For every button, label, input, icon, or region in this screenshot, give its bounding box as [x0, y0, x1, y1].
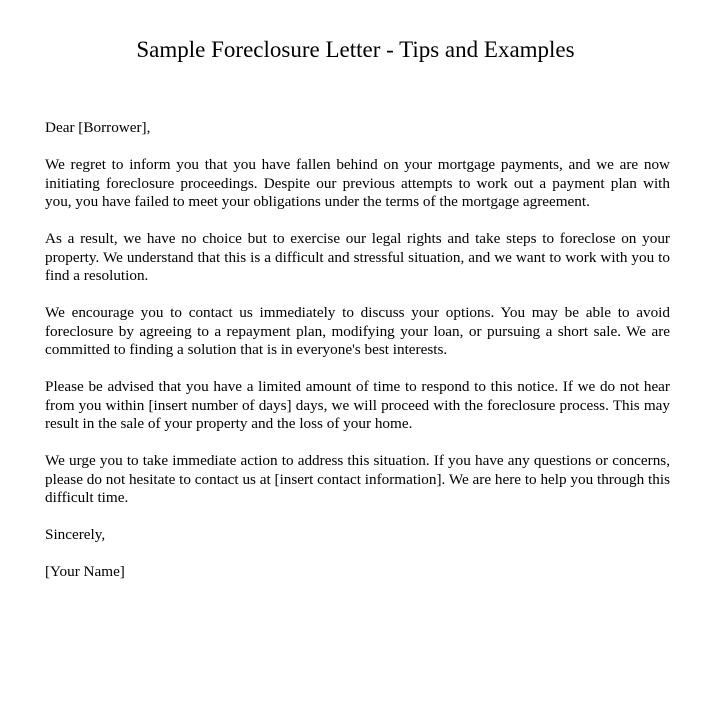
closing: Sincerely, [45, 526, 106, 543]
signature: [Your Name] [45, 563, 125, 580]
paragraph-5: We urge you to take immediate action to address this situation. If you have any questions or concerns, please do not hesitate to contact us at [insert contact information]. We are here to help you through this difficult time. [45, 452, 670, 506]
paragraph-1: We regret to inform you that you have fallen behind on your mortgage payments, and we are now initiating foreclosure proceedings. Despite our previous attempts to work out a payment plan with you, you have failed to meet your obligations under the terms of the mortgage agreement. [45, 156, 670, 210]
paragraph-3: We encourage you to contact us immediately to discuss your options. You may be able to avoid foreclosure by agreeing to a repayment plan, modifying your loan, or pursuing a short sale. We are committed to finding a solution that is in everyone's best interests. [45, 304, 670, 358]
salutation: Dear [Borrower], [45, 119, 151, 136]
paragraph-4: Please be advised that you have a limited amount of time to respond to this notice. If we do not hear from you within [insert number of days] days, we will proceed with the foreclosure process. This may result in the sale of your property and the loss of your home. [45, 378, 670, 432]
letter-body [45, 119, 670, 600]
paragraph-2: As a result, we have no choice but to exercise our legal rights and take steps to foreclose on your property. We understand that this is a difficult and stressful situation, and we want to work with you to find a resolution. [45, 230, 670, 284]
document-title: Sample Foreclosure Letter - Tips and Examples [136, 37, 575, 62]
